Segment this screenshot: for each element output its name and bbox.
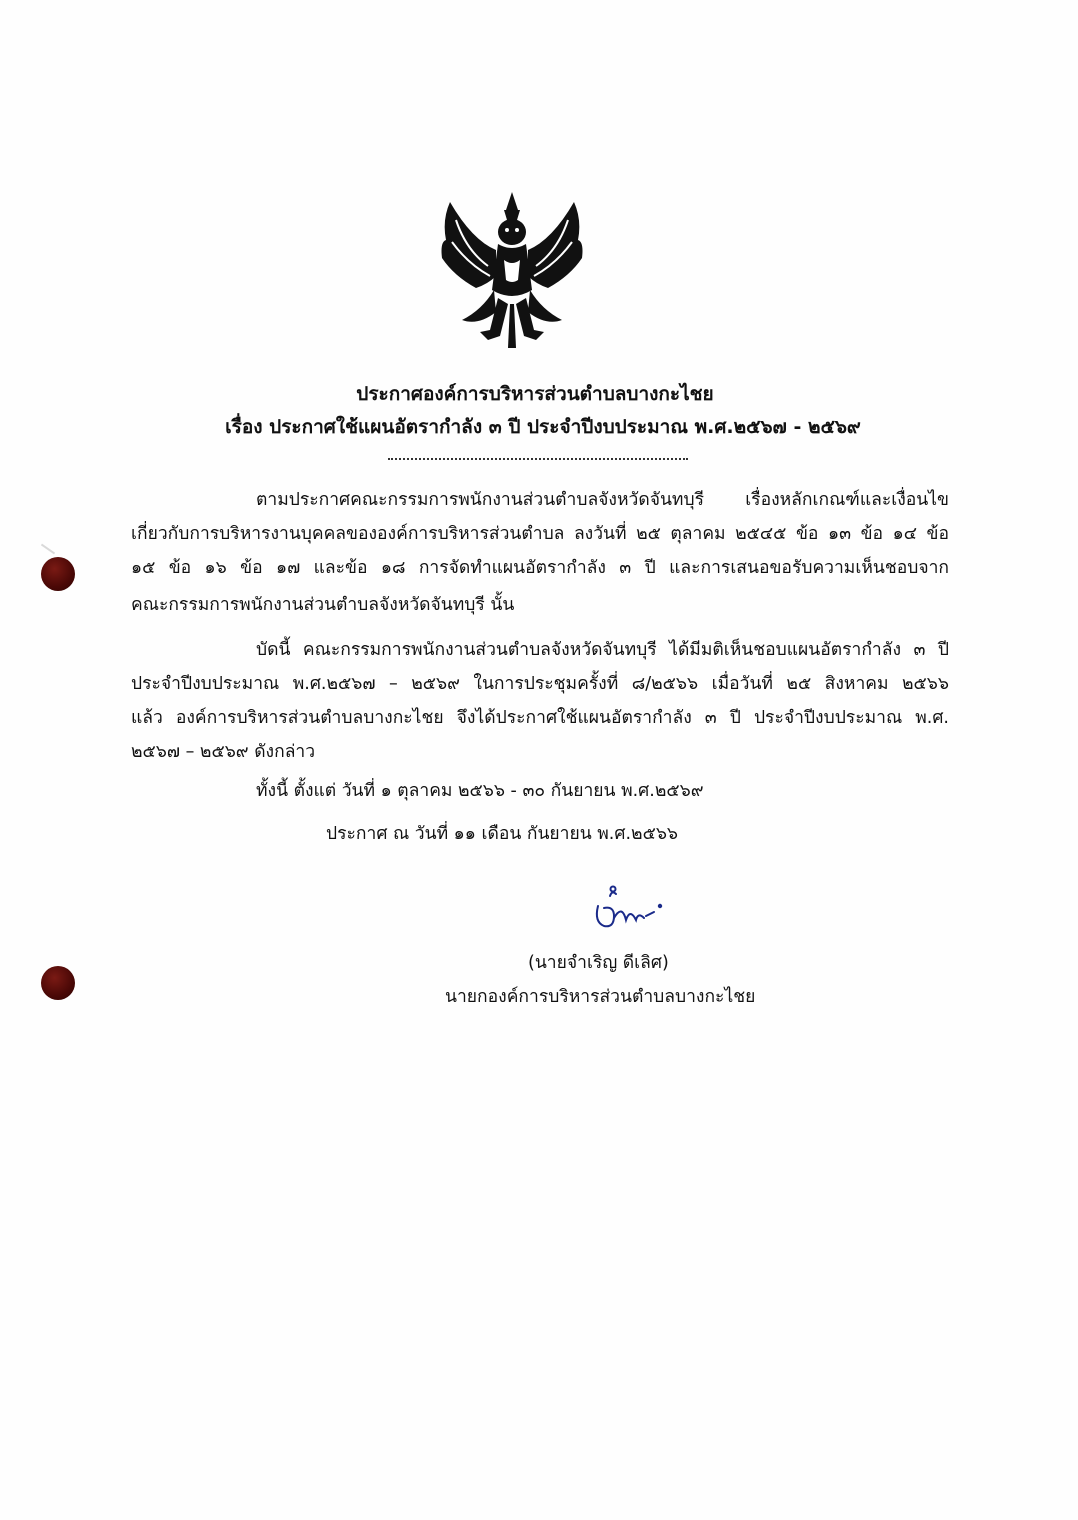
announcement-date: ประกาศ ณ วันที่ ๑๑ เดือน กันยายน พ.ศ.๒๕๖๖ [326,824,679,844]
punch-hole-top [41,557,75,591]
title-divider [388,458,688,460]
para1-line-2: เกี่ยวกับการบริหารงานบุคคลขององค์การบริหารส่วนตำบล ลงวันที่ ๒๕ ตุลาคม ๒๕๔๕ ข้อ ๑๓ ข้อ ๑๔ ข้อ [131,524,949,544]
para1-line-4: คณะกรรมการพนักงานส่วนตำบลจังหวัดจันทบุรี นั้น [131,595,515,615]
document-subject: เรื่อง ประกาศใช้แผนอัตรากำลัง ๓ ปี ประจำปีงบประมาณ พ.ศ.๒๕๖๗ - ๒๕๖๙ [225,416,861,438]
para2-line-1: บัดนี้ คณะกรรมการพนักงานส่วนตำบลจังหวัดจันทบุรี ได้มีมติเห็นชอบแผนอัตรากำลัง ๓ ปี [256,640,949,660]
para2-line-3: แล้ว องค์การบริหารส่วนตำบลบางกะไชย จึงได้ประกาศใช้แผนอัตรากำลัง ๓ ปี ประจำปีงบประมาณ พ.ศ. [131,708,949,728]
paper-crease [41,544,55,555]
document-title: ประกาศองค์การบริหารส่วนตำบลบางกะไชย [356,383,714,405]
effective-period: ทั้งนี้ ตั้งแต่ วันที่ ๑ ตุลาคม ๒๕๖๖ - ๓๐ กันยายน พ.ศ.๒๕๖๙ [256,781,704,801]
garuda-emblem-icon [432,180,592,355]
signer-name: (นายจำเริญ ดีเลิศ) [528,953,669,973]
punch-hole-bottom [41,966,75,1000]
para2-line-2: ประจำปีงบประมาณ พ.ศ.๒๕๖๗ – ๒๕๖๙ ในการประชุมครั้งที่ ๘/๒๕๖๖ เมื่อวันที่ ๒๕ สิงหาคม ๒๕๖๖ [131,674,949,694]
para1-line-3: ๑๕ ข้อ ๑๖ ข้อ ๑๗ และข้อ ๑๘ การจัดทำแผนอัตรากำลัง ๓ ปี และการเสนอขอรับความเห็นชอบจาก [131,558,949,578]
para1-line-1: ตามประกาศคณะกรรมการพนักงานส่วนตำบลจังหวัดจันทบุรี เรื่องหลักเกณฑ์และเงื่อนไข [256,490,949,510]
para2-line-4: ๒๕๖๗ – ๒๕๖๙ ดังกล่าว [131,742,316,762]
signer-position: นายกองค์การบริหารส่วนตำบลบางกะไชย [445,987,756,1007]
handwritten-signature [588,884,678,934]
